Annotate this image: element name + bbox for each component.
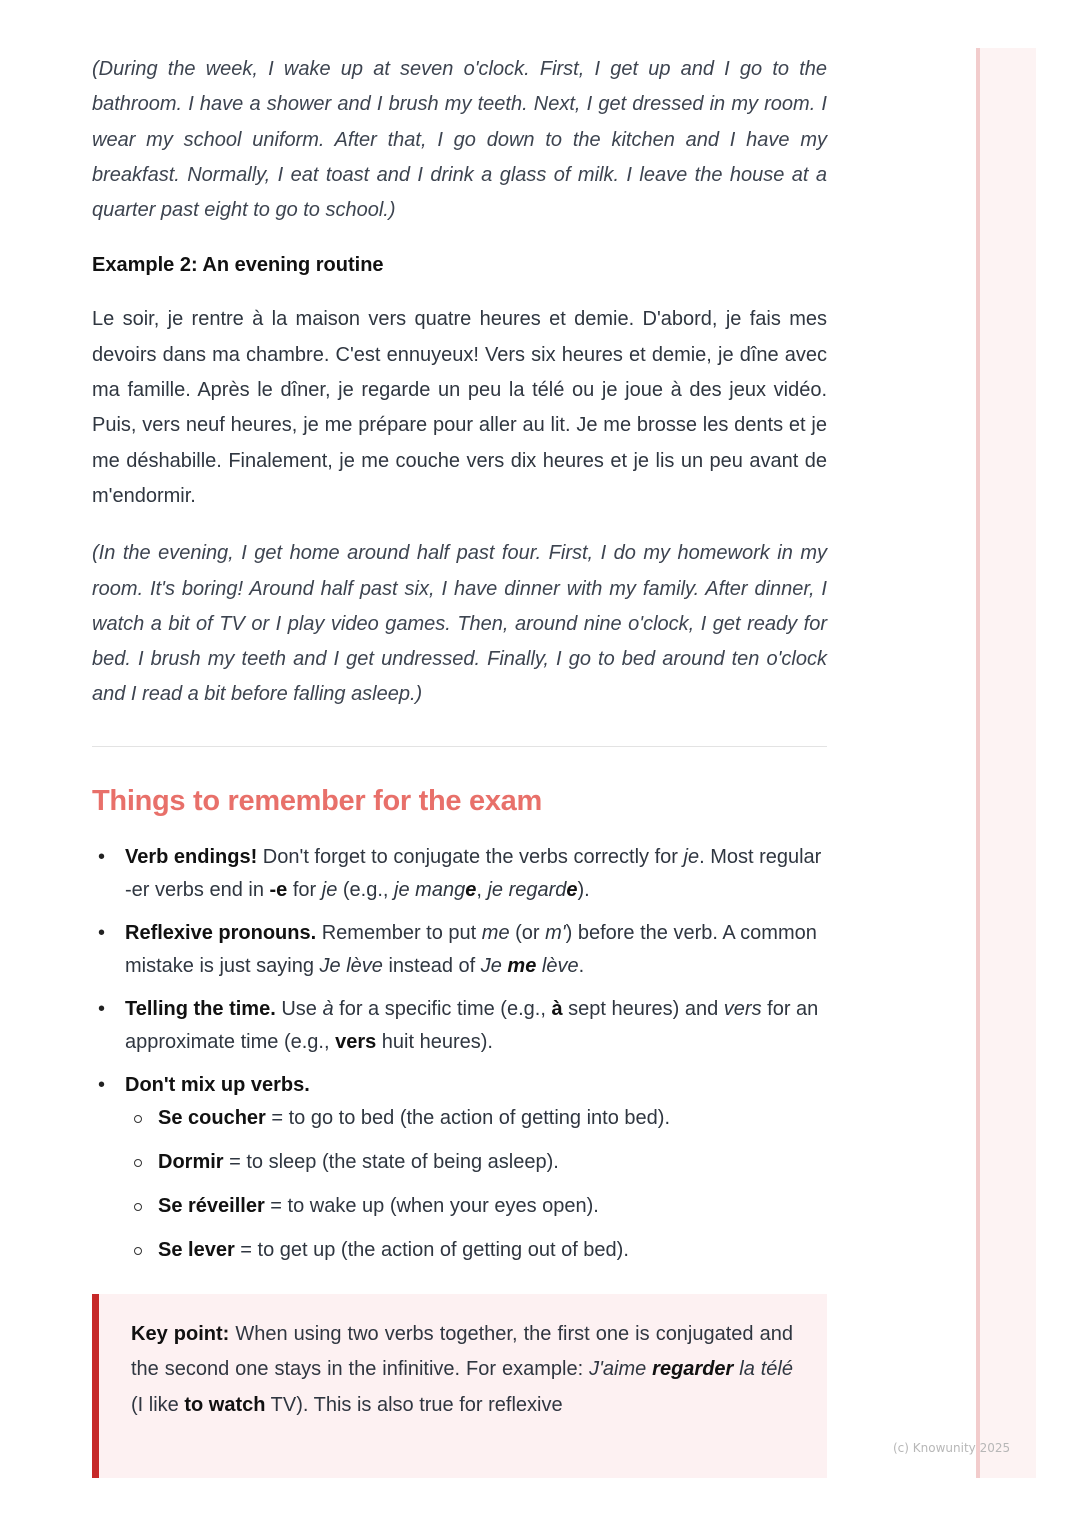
exam-section-title: Things to remember for the exam <box>92 784 542 817</box>
verb-item: Se lever = to get up (the action of getting out of bed). <box>125 1234 827 1267</box>
evening-french-text: Le soir, je rentre à la maison vers quatre heures et demie. D'abord, je fais mes devoirs dans ma chambre. C'est ennuyeux! Vers six heures et demie, je dîne avec ma famille. Après le dîner, je regarde un peu la télé ou je joue à des jeux vidéo. Puis, vers neuf heures, je me prépare pour aller au lit. Je me brosse les dents et je me déshabille. Finalement, je me couche vers dix heures et je lis un peu avant de m'endormir. <box>92 308 827 507</box>
example-2-heading: Example 2: An evening routine <box>92 254 384 277</box>
key-point-callout <box>92 1294 827 1478</box>
tip-lead: Reflexive pronouns. <box>125 921 317 944</box>
tip-reflexive-pronouns: • Reflexive pronouns. Remember to put me (or m') before the verb. A common mistake is just saying Je lève instead of Je me lève. <box>92 917 827 983</box>
footer-credit: (c) Knowunity 2025 <box>893 1441 1011 1455</box>
verb-item: Dormir = to sleep (the state of being asleep). <box>125 1146 827 1179</box>
verb-item: Se coucher = to go to bed (the action of getting into bed). <box>125 1102 827 1135</box>
verb-pairs-list <box>125 1102 827 1267</box>
tip-lead: Telling the time. <box>125 997 276 1020</box>
key-point-text: Key point: When using two verbs together, the first one is conjugated and the second one stays in the infinitive. For example: J'aime regarder la télé (I like to watch TV). This is also true for reflexive <box>131 1323 794 1416</box>
document-body <box>92 52 827 1277</box>
tip-mix-verbs <box>92 1069 827 1267</box>
verb-item: Se réveiller = to wake up (when your eyes open). <box>125 1190 827 1223</box>
side-panel <box>976 48 1036 1478</box>
tip-lead: Don't mix up verbs. <box>125 1073 310 1096</box>
tip-lead: Verb endings! <box>125 845 258 868</box>
morning-translation: (During the week, I wake up at seven o'clock. First, I get up and I go to the bathroom. I have a shower and I brush my teeth. Next, I get dressed in my room. I wear my school uniform. After that, I go down to the kitchen and I have my breakfast. Normally, I eat toast and I drink a glass of milk. I leave the house at a quarter past eight to go to school.) <box>92 58 827 222</box>
section-divider <box>92 746 827 747</box>
tip-verb-endings: • Verb endings! Don't forget to conjugate the verbs correctly for je. Most regular -er verbs end in -e for je (e.g., je mange, je regarde). <box>92 841 827 907</box>
evening-translation: (In the evening, I get home around half past four. First, I do my homework in my room. It's boring! Around half past six, I have dinner with my family. After dinner, I watch a bit of TV or I play video games. Then, around nine o'clock, I get ready for bed. I brush my teeth and I get undressed. Finally, I go to bed around ten o'clock and I read a bit before falling asleep.) <box>92 542 827 706</box>
tip-telling-time: • Telling the time. Use à for a specific time (e.g., à sept heures) and vers for an approximate time (e.g., vers huit heures). <box>92 993 827 1059</box>
exam-tips-list <box>92 841 827 1267</box>
